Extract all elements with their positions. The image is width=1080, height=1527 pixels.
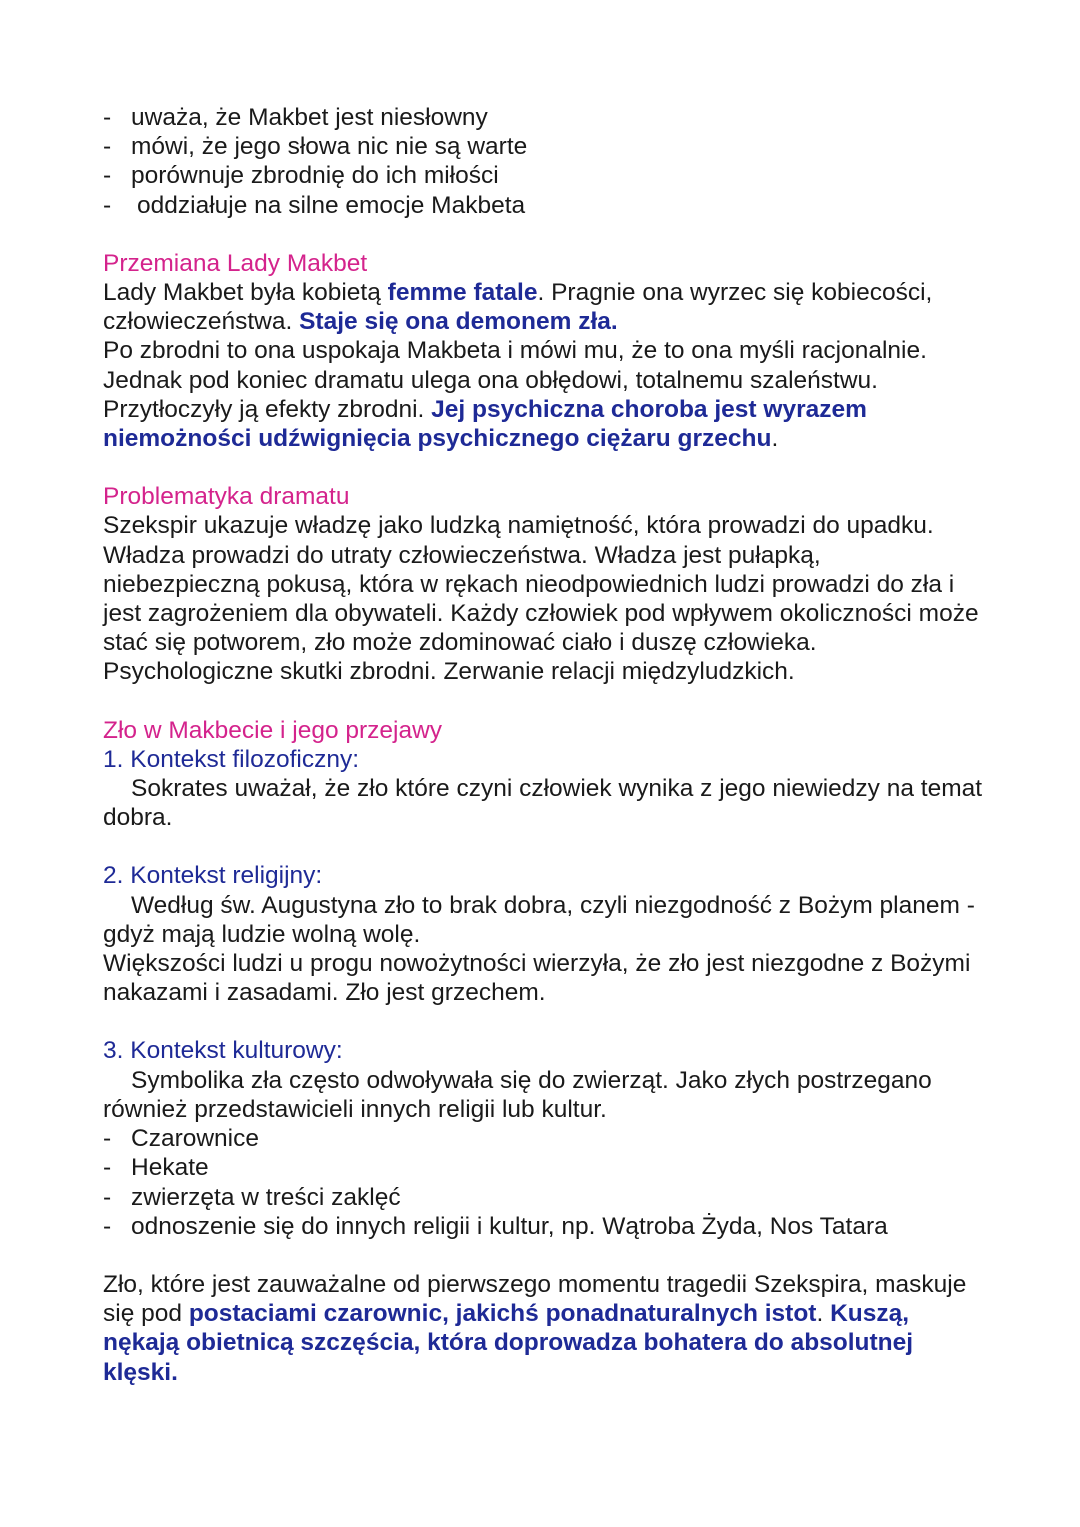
- list-item: - zwierzęta w treści zaklęć: [103, 1183, 401, 1211]
- paragraph: Sokrates uważał, że zło które czyni człowiek wynika z jego niewiedzy na temat dobra.: [103, 775, 983, 832]
- list-item: - uważa, że Makbet jest niesłowny: [103, 104, 488, 131]
- subheading: 3. Kontekst kulturowy:: [103, 1037, 343, 1065]
- subheading: 1. Kontekst filozoficzny:: [103, 745, 360, 773]
- paragraph: Większości ludzi u progu nowożytności wierzyła, że zło jest niezgodne z Bożymi nakazami i zasadami. Zło jest grzechem.: [103, 950, 971, 1007]
- section-problematyka: [103, 482, 983, 686]
- list-item: - porównuje zbrodnię do ich miłości: [103, 162, 499, 190]
- list-item: - oddziałuje na silne emocje Makbeta: [103, 191, 526, 219]
- paragraph: Według św. Augustyna zło to brak dobra, czyli niezgodność z Bożym planem - gdyż mają ludzie wolną wolę.: [103, 891, 975, 948]
- culture-list: [103, 1124, 983, 1241]
- section-lady-makbet: [103, 249, 983, 453]
- section-heading: Problematyka dramatu: [103, 483, 350, 511]
- section-heading: Zło w Makbecie i jego przejawy: [103, 716, 443, 744]
- intro-list: [103, 103, 983, 220]
- list-item: - Czarownice: [103, 1125, 259, 1153]
- paragraph: Lady Makbet była kobietą femme fatale. Pragnie ona wyrzec się kobiecości, człowieczeństwa. Staje się ona demonem zła.: [103, 279, 933, 336]
- paragraph: Szekspir ukazuje władzę jako ludzką namiętność, która prowadzi do upadku. Władza prowadzi do utraty człowieczeństwa. Władza jest pułapką, niebezpieczną pokusą, która w rękach nieodpowiednich ludzi prowadzi do zła i jest zagrożeniem dla obywateli. Każdy człowiek pod wpływem okoliczności może stać się potworem, zło może zdominować ciało i duszę człowieka. Psychologiczne skutki zbrodni. Zerwanie relacji międzyludzkich.: [103, 512, 979, 686]
- section-zlo: [103, 716, 983, 1241]
- section-heading: Przemiana Lady Makbet: [103, 249, 368, 277]
- document-page: [103, 103, 983, 1387]
- list-item: - Hekate: [103, 1154, 209, 1182]
- subheading: 2. Kontekst religijny:: [103, 862, 323, 890]
- closing-paragraph: Zło, które jest zauważalne od pierwszego momentu tragedii Szekspira, maskuje się pod postaciami czarownic, jakichś ponadnaturalnych istot. Kuszą, nękają obietnicą szczęścia, która doprowadza bohatera do absolutnej klęski.: [103, 1270, 967, 1386]
- paragraph: Symbolika zła często odwoływała się do zwierząt. Jako złych postrzegano również przedstawicieli innych religii lub kultur.: [103, 1066, 932, 1123]
- list-item: - mówi, że jego słowa nic nie są warte: [103, 133, 528, 161]
- paragraph: Po zbrodni to ona uspokaja Makbeta i mówi mu, że to ona myśli racjonalnie. Jednak pod koniec dramatu ulega ona obłędowi, totalnemu szaleństwu. Przytłoczyły ją efekty zbrodni. Jej psychiczna choroba jest wyrazem niemożności udźwignięcia psychicznego ciężaru grzechu.: [103, 337, 927, 453]
- list-item: - odnoszenie się do innych religii i kultur, np. Wątroba Żyda, Nos Tatara: [103, 1212, 888, 1240]
